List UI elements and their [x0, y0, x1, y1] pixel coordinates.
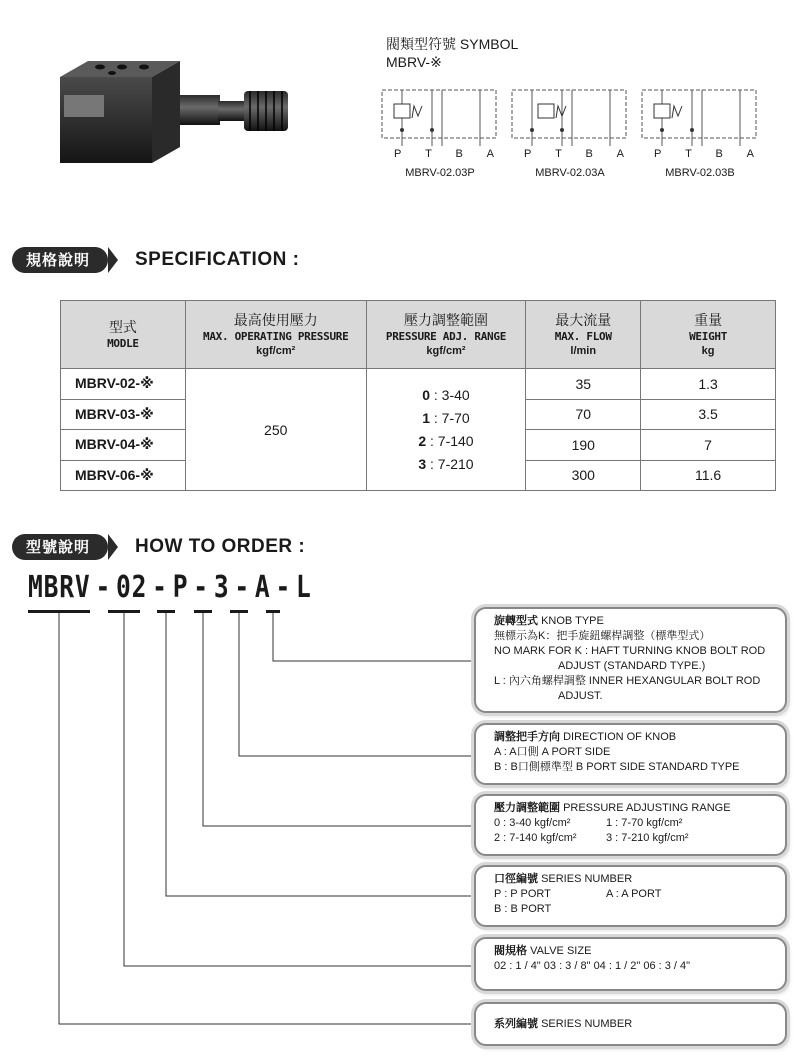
callout-series-port: 口徑編號 SERIES NUMBER P : P PORT A : A PORT B : B PORT — [474, 865, 787, 927]
model-cell: MBRV-02-※ — [61, 369, 186, 400]
flow-cell: 300 — [526, 460, 641, 491]
flow-cell: 35 — [526, 369, 641, 400]
spec-badge: 規格說明 — [12, 247, 108, 273]
symbol-model: MBRV-※ — [386, 54, 442, 70]
header-flow: 最大流量 MAX. FLOW l/min — [526, 301, 641, 369]
code-dash: - — [193, 570, 209, 605]
header-pressure: 最高使用壓力 MAX. OPERATING PRESSURE kgf/cm² — [185, 301, 366, 369]
callout-series: 系列編號 SERIES NUMBER — [474, 1002, 787, 1046]
code-dash: - — [234, 570, 251, 605]
callout-valve-size: 閥規格 VALVE SIZE 02 : 1 / 4" 03 : 3 / 8" 04 : 1 / 2" 06 : 3 / 4" — [474, 937, 787, 991]
callout-pressure-range: 壓力調整範圍 PRESSURE ADJUSTING RANGE 0 : 3-40 kgf/cm² 1 : 7-70 kgf/cm² 2 : 7-140 kgf/cm² 3 : 7-210 kgf/cm² — [474, 794, 787, 856]
flow-cell: 190 — [526, 430, 641, 461]
range-cell: 0 : 3-40 1 : 7-70 2 : 7-140 3 : 7-210 — [366, 369, 526, 491]
flow-cell: 70 — [526, 399, 641, 430]
model-cell: MBRV-03-※ — [61, 399, 186, 430]
code-dash: - — [152, 570, 168, 605]
header-model: 型式 MODLE — [61, 301, 186, 369]
port-labels-2: P T B A — [524, 148, 624, 160]
code-port: P — [172, 570, 189, 605]
weight-cell: 11.6 — [641, 460, 776, 491]
header-weight: 重量 WEIGHT kg — [641, 301, 776, 369]
port-labels-3: P T B A — [654, 148, 754, 160]
symbol-caption-a: MBRV-02.03A — [535, 167, 605, 179]
callout-direction: 調整把手方向 DIRECTION OF KNOB A : A口側 A PORT SIDE B : B口側標準型 B PORT SIDE STANDARD TYPE — [474, 723, 787, 785]
code-direction: A — [254, 570, 271, 605]
order-title: HOW TO ORDER : — [135, 536, 306, 557]
model-cell: MBRV-06-※ — [61, 460, 186, 491]
code-dash: - — [275, 570, 292, 605]
model-cell: MBRV-04-※ — [61, 430, 186, 461]
order-badge: 型號說明 — [12, 534, 108, 560]
code-knob: L — [296, 570, 312, 605]
callout-knob-type: 旋轉型式 KNOB TYPE 無標示為K：把手旋鈕螺桿調整（標準型式） NO MARK FOR K : HAFT TURNING KNOB BOLT ROD ADJUST (STANDARD TYPE.) L : 內六角螺桿調整 INNER HEXANGULAR BOLT ROD ADJUST. — [474, 607, 787, 713]
symbol-caption-p: MBRV-02.03P — [405, 167, 475, 179]
spec-title: SPECIFICATION : — [135, 249, 300, 270]
symbol-caption-b: MBRV-02.03B — [665, 167, 735, 179]
weight-cell: 3.5 — [641, 399, 776, 430]
port-labels-1: P T B A — [394, 148, 494, 160]
weight-cell: 7 — [641, 430, 776, 461]
symbol-title: 閥類型符號 SYMBOL — [386, 36, 519, 52]
code-dash: - — [95, 570, 112, 605]
code-size: 02 — [115, 570, 148, 605]
code-range: 3 — [213, 570, 230, 605]
weight-cell: 1.3 — [641, 369, 776, 400]
code-series: MBRV — [28, 570, 91, 605]
header-range: 壓力調整範圍 PRESSURE ADJ. RANGE kgf/cm² — [366, 301, 526, 369]
max-pressure-cell: 250 — [185, 369, 366, 491]
